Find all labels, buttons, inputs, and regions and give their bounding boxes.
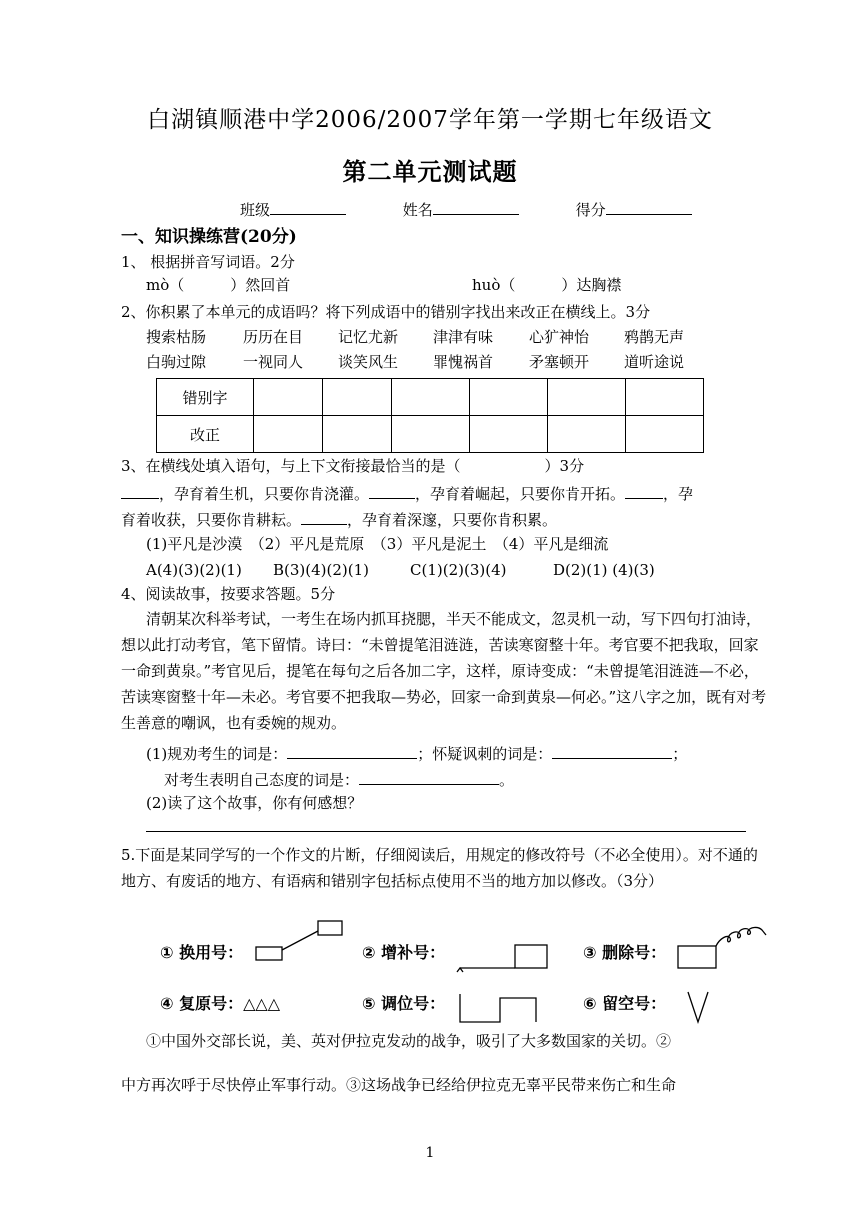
q4-sub1-line2-text: 对考生表明自己态度的词是： (164, 771, 360, 789)
answer-cell[interactable] (392, 379, 470, 416)
q3-line-2-a: 育着收获，只要你肯耕耘。 (121, 511, 302, 529)
q3-line-2-b: ，孕育着深邃，只要你肯积累。 (347, 511, 558, 529)
q3-choice-a: A(4)(3)(2)(1) (146, 561, 242, 579)
q4-sub1-a: (1)规劝考生的词是： (146, 745, 288, 763)
symbol-space-label: ⑥ 留空号： (583, 994, 667, 1013)
class-field (240, 201, 372, 219)
title-line-2: 第二单元测试题 (342, 157, 518, 186)
symbol-delete-label: ③ 删除号： (583, 943, 667, 962)
q3-line-1-c: ，孕 (663, 485, 694, 503)
q3-line-2 (121, 511, 557, 528)
row-label-corrections: 改正 (157, 416, 254, 453)
q3-line-1-b: ，孕育着崛起，只要你肯开拓。 (415, 485, 626, 503)
answer-cell[interactable] (470, 379, 548, 416)
info-line (240, 201, 744, 218)
symbol-move-label: ⑤ 调位号： (362, 994, 446, 1013)
q4-sub1-c: ； (672, 745, 688, 763)
answer-cell[interactable] (548, 416, 626, 453)
q5-passage-line-2: 中方再次呼于尽快停止军事行动。③这场战争已经给伊拉克无辜平民带来伤亡和生命 (121, 1076, 677, 1094)
symbol-swap-label: ① 换用号： (160, 943, 244, 962)
q1-stem: 1、 根据拼音写词语。2分 (121, 253, 295, 271)
space-mark-icon (686, 990, 716, 1024)
score-field (576, 201, 718, 219)
q2-idiom-2-1: 白驹过隙 (146, 353, 207, 371)
answer-line[interactable] (146, 831, 746, 832)
q2-idiom-1-5: 心犷神怡 (529, 328, 590, 346)
q5-passage-line-1: ①中国外交部长说，美、英对伊拉克发动的战争，吸引了大多数国家的关切。② (146, 1032, 672, 1050)
q2-idiom-2-6: 道听途说 (624, 353, 685, 371)
q4-sub1 (146, 745, 687, 762)
q4-sub1-line2-end: 。 (499, 771, 515, 789)
answer-cell[interactable] (626, 416, 704, 453)
q1-item-b-rest: ）达胸襟 (561, 276, 622, 294)
insert-mark-icon (455, 942, 555, 976)
q1-item-b (472, 278, 621, 293)
q2-idiom-2-3: 谈笑风生 (338, 353, 399, 371)
answer-cell[interactable] (392, 416, 470, 453)
page-number: 1 (425, 1145, 435, 1161)
answer-cell[interactable] (470, 416, 548, 453)
q1-item-a (146, 278, 290, 293)
q2-idiom-1-3: 记忆尤新 (338, 328, 399, 346)
answer-cell[interactable] (323, 379, 392, 416)
q4-sub1-b: ；怀疑讽刺的词是： (417, 745, 553, 763)
score-label: 得分 (575, 201, 606, 219)
q3-choice-b: B(3)(4)(2)(1) (273, 561, 370, 579)
swap-mark-icon (255, 920, 345, 962)
q4-story: 清朝某次科举考试，一考生在场内抓耳挠腮，半天不能成文，忽灵机一动，写下四句打油诗，想以此打动考官，笔下留情。诗曰：“未曾提笔泪涟涟，苦读寒窗整十年。考官要不把我取，回家一命到黄泉。”考官见后，提笔在每句之后各加二字，这样，原诗变成：“未曾提笔泪涟涟—不必，苦读寒窗整十年—未必。考官要不把我取—势必，回家一命到黄泉—何必。”这八字之加，既有对考生善意的嘲讽，也有委婉的规劝。 (121, 610, 767, 732)
move-mark-icon (458, 992, 538, 1024)
symbol-insert-label: ② 增补号： (362, 943, 446, 962)
q1-item-a-pinyin: mò（ (146, 276, 185, 294)
answer-cell[interactable] (323, 416, 392, 453)
q3-choice-c: C(1)(2)(3)(4) (410, 561, 507, 579)
answer-cell[interactable] (626, 379, 704, 416)
q5-stem: 5.下面是某同学写的一个作文的片断，仔细阅读后，用规定的修改符号（不必全使用）。对不通的地方、有废话的地方、有语病和错别字包括标点使用不当的地方加以修改。（3分） (121, 846, 758, 890)
title-line-1: 白湖镇顺港中学2006/2007学年第一学期七年级语文 (147, 107, 713, 133)
class-label: 班级 (240, 201, 271, 219)
q2-idiom-1-4: 津津有味 (433, 328, 494, 346)
q3-stem (121, 459, 584, 474)
q3-line-1 (121, 485, 693, 502)
answer-cell[interactable] (254, 416, 323, 453)
q2-idiom-2-4: 罪愧祸首 (433, 353, 494, 371)
restore-mark-icon: △△△ (243, 994, 281, 1013)
q2-stem: 2、你积累了本单元的成语吗？将下列成语中的错别字找出来改正在横线上。3分 (121, 303, 651, 321)
q4-sub1-line2 (164, 771, 514, 788)
q1-item-a-rest: ）然回首 (230, 276, 291, 294)
table-row (157, 416, 704, 453)
name-label: 姓名 (402, 201, 433, 219)
q3-line-1-a: ，孕育着生机，只要你肯浇灌。 (159, 485, 370, 503)
q2-idiom-1-6: 鸦鹊无声 (624, 328, 685, 346)
section-heading: 一、知识操练营(20分) (121, 227, 297, 247)
delete-mark-icon (676, 924, 772, 970)
table-row (157, 379, 704, 416)
name-field (403, 201, 545, 219)
q2-idiom-2-5: 矛塞顿开 (529, 353, 590, 371)
q4-sub2: (2)读了这个故事，你有何感想？ (146, 794, 363, 812)
error-correction-table (156, 378, 704, 453)
q4-stem: 4、阅读故事，按要求答题。5分 (121, 585, 336, 603)
q3-options: (1)平凡是沙漠 （2）平凡是荒原 （3）平凡是泥土 （4）平凡是细流 (146, 535, 609, 553)
q2-idiom-1-2: 历历在目 (243, 328, 304, 346)
q2-idiom-1-1: 搜索枯肠 (146, 328, 207, 346)
answer-cell[interactable] (548, 379, 626, 416)
q3-stem-b: ）3分 (544, 457, 585, 475)
symbol-restore-text: ④ 复原号： (160, 994, 244, 1013)
q1-item-b-pinyin: huò（ (472, 276, 516, 294)
row-label-errors: 错别字 (157, 379, 254, 416)
q3-stem-a: 3、在横线处填入语句，与上下文衔接最恰当的是（ (121, 457, 461, 475)
q3-choice-d: D(2)(1) (4)(3) (553, 561, 655, 579)
symbol-restore-label (160, 996, 280, 1012)
q2-idiom-2-2: 一视同人 (243, 353, 304, 371)
answer-cell[interactable] (254, 379, 323, 416)
